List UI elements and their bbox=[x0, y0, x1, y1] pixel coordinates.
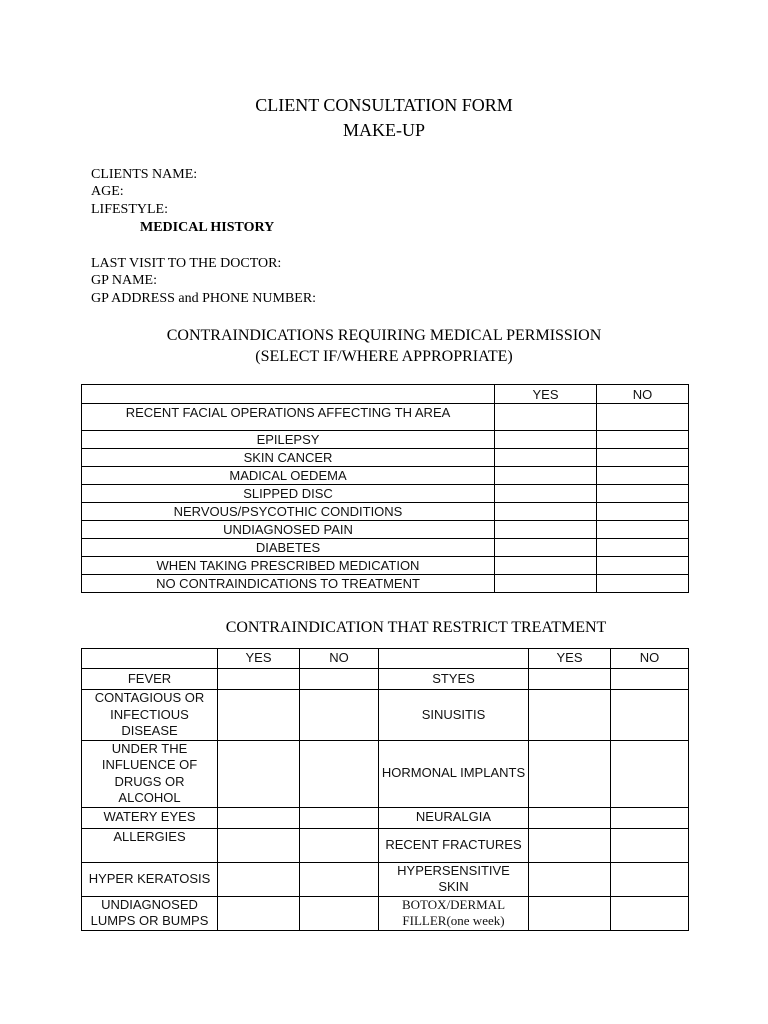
yes-checkbox[interactable] bbox=[529, 690, 611, 741]
no-header: NO bbox=[611, 649, 689, 669]
no-checkbox[interactable] bbox=[597, 503, 689, 521]
no-header: NO bbox=[300, 649, 379, 669]
no-checkbox[interactable] bbox=[597, 485, 689, 503]
permission-heading: CONTRAINDICATIONS REQUIRING MEDICAL PERMISSION bbox=[166, 327, 602, 344]
permission-subheading: (SELECT IF/WHERE APPROPRIATE) bbox=[255, 348, 513, 365]
table-row bbox=[82, 862, 689, 896]
no-checkbox[interactable] bbox=[300, 896, 379, 930]
table-row bbox=[82, 431, 689, 449]
no-checkbox[interactable] bbox=[597, 449, 689, 467]
condition-label: WATERY EYES bbox=[82, 807, 218, 828]
header-blank bbox=[82, 649, 218, 669]
yes-checkbox[interactable] bbox=[495, 404, 597, 431]
condition-label: ALLERGIES bbox=[82, 828, 218, 862]
table-row bbox=[82, 690, 689, 741]
restrict-heading: CONTRAINDICATION THAT RESTRICT TREATMENT bbox=[225, 619, 607, 636]
table-header-row bbox=[82, 385, 689, 404]
table-row bbox=[82, 557, 689, 575]
no-checkbox[interactable] bbox=[597, 404, 689, 431]
yes-checkbox[interactable] bbox=[495, 521, 597, 539]
yes-checkbox[interactable] bbox=[495, 449, 597, 467]
form-title: CLIENT CONSULTATION FORM bbox=[255, 95, 513, 115]
yes-checkbox[interactable] bbox=[495, 467, 597, 485]
table-row bbox=[82, 896, 689, 930]
yes-checkbox[interactable] bbox=[529, 807, 611, 828]
condition-label: HYPERSENSITIVE SKIN bbox=[379, 862, 529, 896]
yes-checkbox[interactable] bbox=[495, 485, 597, 503]
yes-checkbox[interactable] bbox=[495, 557, 597, 575]
condition-label: HORMONAL IMPLANTS bbox=[379, 740, 529, 807]
yes-checkbox[interactable] bbox=[218, 828, 300, 862]
no-checkbox[interactable] bbox=[300, 828, 379, 862]
condition-label: UNDIAGNOSED LUMPS OR BUMPS bbox=[82, 896, 218, 930]
table-row bbox=[82, 828, 689, 862]
permission-table bbox=[81, 384, 689, 593]
gp-name-field[interactable]: GP NAME: bbox=[91, 273, 157, 288]
no-checkbox[interactable] bbox=[300, 807, 379, 828]
no-checkbox[interactable] bbox=[597, 431, 689, 449]
table-header-row bbox=[82, 649, 689, 669]
no-checkbox[interactable] bbox=[611, 807, 689, 828]
yes-checkbox[interactable] bbox=[529, 896, 611, 930]
form-subtitle: MAKE-UP bbox=[342, 120, 425, 140]
no-checkbox[interactable] bbox=[597, 521, 689, 539]
table-row bbox=[82, 669, 689, 690]
table-row bbox=[82, 539, 689, 557]
no-checkbox[interactable] bbox=[300, 690, 379, 741]
no-checkbox[interactable] bbox=[611, 896, 689, 930]
yes-checkbox[interactable] bbox=[218, 669, 300, 690]
medical-history-heading: MEDICAL HISTORY bbox=[140, 220, 275, 235]
table-row bbox=[82, 404, 689, 431]
no-checkbox[interactable] bbox=[300, 740, 379, 807]
condition-label: RECENT FRACTURES bbox=[379, 828, 529, 862]
condition-label: FEVER bbox=[82, 669, 218, 690]
condition-label: SLIPPED DISC bbox=[82, 485, 495, 503]
no-checkbox[interactable] bbox=[300, 862, 379, 896]
no-checkbox[interactable] bbox=[597, 539, 689, 557]
yes-checkbox[interactable] bbox=[218, 807, 300, 828]
condition-label: HYPER KERATOSIS bbox=[82, 862, 218, 896]
yes-checkbox[interactable] bbox=[218, 740, 300, 807]
no-checkbox[interactable] bbox=[611, 740, 689, 807]
condition-label: CONTAGIOUS OR INFECTIOUS DISEASE bbox=[82, 690, 218, 741]
no-header: NO bbox=[597, 385, 689, 404]
table-row bbox=[82, 503, 689, 521]
no-checkbox[interactable] bbox=[611, 862, 689, 896]
condition-label: WHEN TAKING PRESCRIBED MEDICATION bbox=[82, 557, 495, 575]
condition-label: NEURALGIA bbox=[379, 807, 529, 828]
condition-label: NERVOUS/PSYCOTHIC CONDITIONS bbox=[82, 503, 495, 521]
yes-checkbox[interactable] bbox=[218, 690, 300, 741]
table-row bbox=[82, 575, 689, 593]
age-field[interactable]: AGE: bbox=[91, 184, 124, 199]
yes-header: YES bbox=[495, 385, 597, 404]
condition-label: SKIN CANCER bbox=[82, 449, 495, 467]
condition-label: NO CONTRAINDICATIONS TO TREATMENT bbox=[82, 575, 495, 593]
no-checkbox[interactable] bbox=[611, 828, 689, 862]
gp-address-field[interactable]: GP ADDRESS and PHONE NUMBER: bbox=[91, 291, 317, 306]
table-row bbox=[82, 485, 689, 503]
last-visit-field[interactable]: LAST VISIT TO THE DOCTOR: bbox=[91, 256, 282, 271]
yes-checkbox[interactable] bbox=[218, 896, 300, 930]
no-checkbox[interactable] bbox=[597, 575, 689, 593]
yes-checkbox[interactable] bbox=[495, 539, 597, 557]
no-checkbox[interactable] bbox=[597, 557, 689, 575]
table-row bbox=[82, 740, 689, 807]
yes-header: YES bbox=[529, 649, 611, 669]
lifestyle-field[interactable]: LIFESTYLE: bbox=[91, 202, 168, 217]
table-row bbox=[82, 467, 689, 485]
yes-checkbox[interactable] bbox=[529, 828, 611, 862]
no-checkbox[interactable] bbox=[300, 669, 379, 690]
condition-label: MADICAL OEDEMA bbox=[82, 467, 495, 485]
condition-label: SINUSITIS bbox=[379, 690, 529, 741]
yes-checkbox[interactable] bbox=[495, 431, 597, 449]
yes-checkbox[interactable] bbox=[495, 503, 597, 521]
table-row bbox=[82, 521, 689, 539]
no-checkbox[interactable] bbox=[597, 467, 689, 485]
condition-label: RECENT FACIAL OPERATIONS AFFECTING TH AREA bbox=[82, 404, 495, 431]
condition-label: UNDER THE INFLUENCE OF DRUGS OR ALCOHOL bbox=[82, 740, 218, 807]
condition-label: EPILEPSY bbox=[82, 431, 495, 449]
yes-checkbox[interactable] bbox=[529, 862, 611, 896]
yes-checkbox[interactable] bbox=[218, 862, 300, 896]
table-row bbox=[82, 807, 689, 828]
yes-checkbox[interactable] bbox=[529, 740, 611, 807]
no-checkbox[interactable] bbox=[611, 669, 689, 690]
condition-label: UNDIAGNOSED PAIN bbox=[82, 521, 495, 539]
condition-label: DIABETES bbox=[82, 539, 495, 557]
condition-label: STYES bbox=[379, 669, 529, 690]
no-checkbox[interactable] bbox=[611, 690, 689, 741]
restrict-table bbox=[81, 648, 689, 931]
yes-checkbox[interactable] bbox=[529, 669, 611, 690]
header-blank bbox=[379, 649, 529, 669]
clients-name-field[interactable]: CLIENTS NAME: bbox=[91, 167, 198, 182]
condition-label: BOTOX/DERMAL FILLER(one week) bbox=[379, 896, 529, 930]
table-row bbox=[82, 449, 689, 467]
yes-header: YES bbox=[218, 649, 300, 669]
header-blank bbox=[82, 385, 495, 404]
yes-checkbox[interactable] bbox=[495, 575, 597, 593]
